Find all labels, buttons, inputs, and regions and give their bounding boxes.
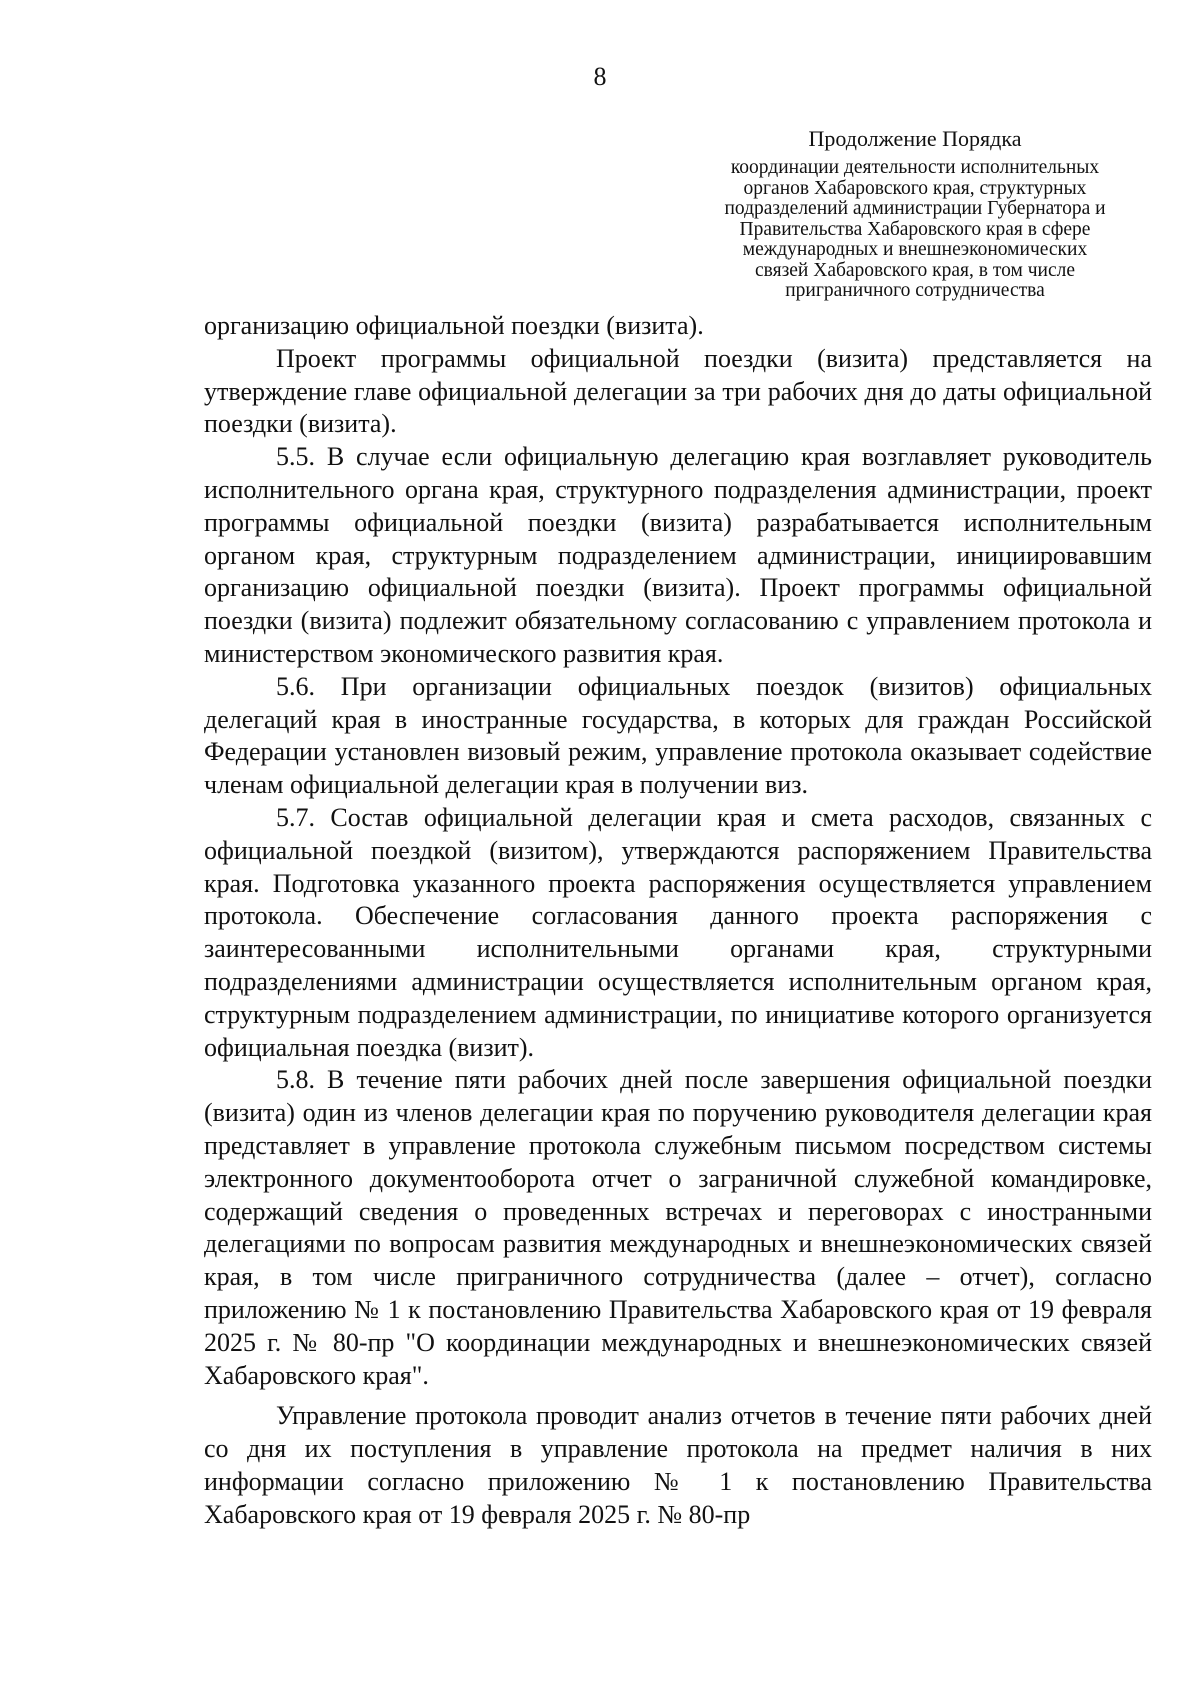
header-subtitle-line: подразделений администрации Губернатора и	[724, 198, 1106, 219]
header-subtitle-line: связей Хабаровского края, в том числе	[755, 259, 1075, 281]
document-header	[665, 124, 1165, 302]
paragraph-report-analysis: Управление протокола проводит анализ отчетов в течение пяти рабочих дней со дня их поступления в управление протокола на предмет наличия в них информации согласно приложению № 1 к постановлению Правительства Хабаровского края от 19 февраля 2025 г. № 80-пр	[204, 1401, 1152, 1529]
header-subtitle-line: международных и внешнеэкономических	[742, 239, 1088, 260]
header-subtitle	[665, 158, 1165, 302]
paragraph-5-8: 5.8. В течение пяти рабочих дней после завершения официальной поездки (визита) один из членов делегации края по поручению руководителя делегации края представляет в управление протокола служебным письмом посредством системы электронного документооборота отчет о заграничной служебной командировке, содержащий сведения о проведенных встречах и переговорах с иностранными делегациями по вопросам развития международных и внешнеэкономических связей края, в том числе приграничного сотрудничества (далее – отчет), согласно приложению № 1 к постановлению Правительства Хабаровского края от 19 февраля 2025 г. № 80-пр "О координации международных и внешнеэкономических связей Хабаровского края".	[204, 1065, 1152, 1390]
header-subtitle-line: координации деятельности исполнительных	[730, 157, 1100, 178]
paragraph-5-5: 5.5. В случае если официальную делегацию края возглавляет руководитель исполнительного органа края, структурного подразделения администрации, проект программы официальной поездки (визита) разрабатывается исполнительным органом края, структурным подразделением администрации, инициировавшим организацию официальной поездки (визита). Проект программы официальной поездки (визита) подлежит обязательному согласованию с управлением протокола и министерством экономического развития края.	[204, 442, 1152, 668]
header-subtitle-line: органов Хабаровского края, структурных	[743, 177, 1087, 199]
paragraph-continuation: организацию официальной поездки (визита).	[204, 311, 704, 340]
paragraph-5-6: 5.6. При организации официальных поездок (визитов) официальных делегаций края в иностранные государства, в которых для граждан Российской Федерации установлен визовый режим, управление протокола оказывает содействие членам официальной делегации края в получении виз.	[204, 671, 1152, 800]
document-body	[204, 310, 1152, 1531]
header-title: Продолжение Порядка	[808, 126, 1022, 151]
header-subtitle-line: приграничного сотрудничества	[785, 280, 1045, 301]
header-subtitle-line: Правительства Хабаровского края в сфере	[739, 218, 1091, 240]
paragraph-5-7: 5.7. Состав официальной делегации края и смета расходов, связанных с официальной поездкой (визитом), утверждаются распоряжением Правительства края. Подготовка указанного проекта распоряжения осуществляется управлением протокола. Обеспечение согласования данного проекта распоряжения с заинтересованными исполнительными органами края, структурными подразделениями администрации осуществляется исполнительным органом края, структурным подразделением администрации, по инициативе которого организуется официальная поездка (визит).	[204, 802, 1152, 1062]
page-number: 8	[593, 62, 607, 91]
paragraph-program-approval: Проект программы официальной поездки (визита) представляется на утверждение главе официальной делегации за три рабочих дня до даты официальной поездки (визита).	[204, 343, 1152, 439]
